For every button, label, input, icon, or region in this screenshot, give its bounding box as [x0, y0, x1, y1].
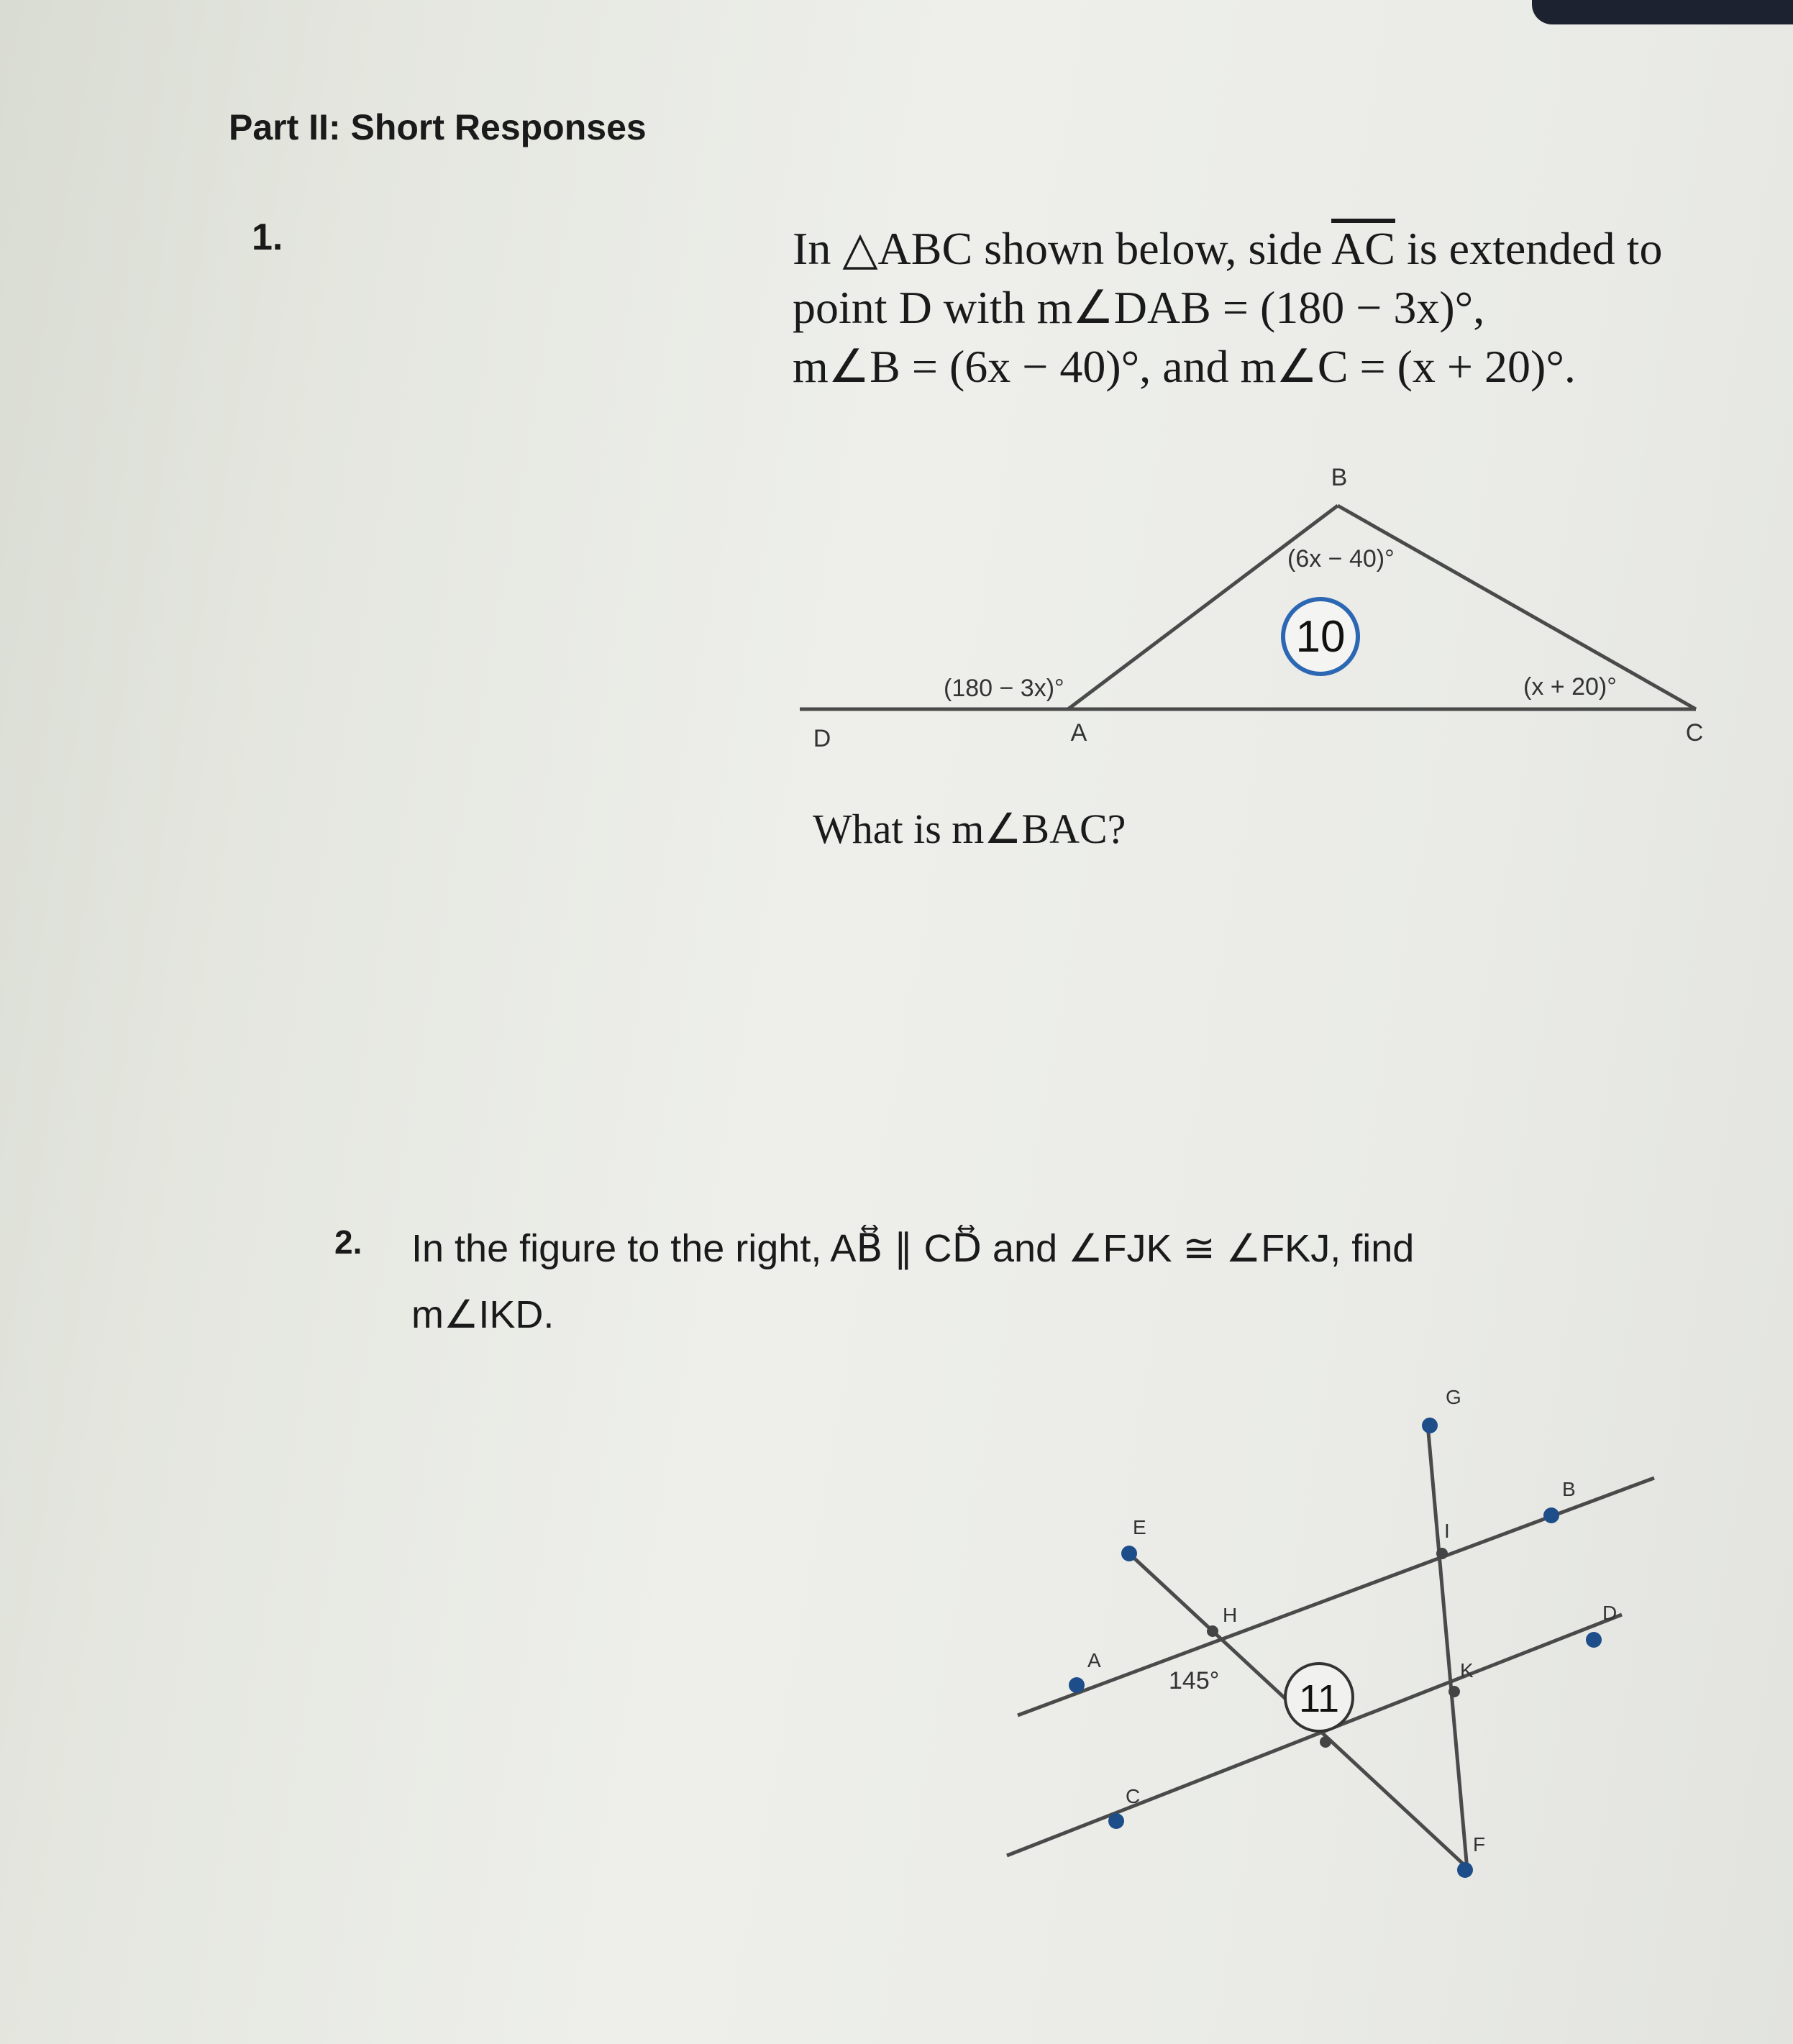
point-i [1436, 1548, 1448, 1559]
question-1-line-3: m∠B = (6x − 40)°, and m∠C = (x + 20)°. [793, 341, 1576, 392]
label-b: B [1562, 1478, 1576, 1500]
score-badge-11-text: 11 [1298, 1677, 1340, 1720]
angle-dab-label: (180 − 3x)° [944, 675, 1064, 702]
question-1-line-1-end: is extended to [1395, 223, 1663, 274]
line-gf [1428, 1424, 1467, 1870]
angle-b-label: (6x − 40)° [1287, 545, 1395, 572]
segment-ac: $\overline{AC}$ [1331, 223, 1395, 274]
label-d: D [1602, 1602, 1618, 1624]
question-2-line-2: m∠IKD. [411, 1293, 555, 1336]
point-g [1422, 1418, 1438, 1433]
vertex-d-label: D [813, 725, 831, 752]
section-title: Part II: Short Responses [229, 107, 647, 147]
label-f: F [1473, 1833, 1486, 1856]
question-1-prompt: What is m∠BAC? [813, 806, 1126, 852]
question-2-number: 2. [334, 1223, 362, 1261]
angle-145-label: 145° [1169, 1667, 1220, 1694]
question-1-line-2: point D with m∠DAB = (180 − 3x)°, [793, 282, 1485, 333]
label-i: I [1444, 1520, 1450, 1542]
vertex-c-label: C [1685, 719, 1704, 747]
question-1-number: 1. [252, 216, 283, 258]
vertex-b-label: B [1331, 464, 1348, 491]
point-b [1543, 1507, 1559, 1523]
label-h: H [1223, 1604, 1238, 1626]
point-e [1121, 1546, 1137, 1561]
question-1-line-1-start: In △ABC shown below, side [793, 223, 1332, 274]
point-c [1108, 1813, 1124, 1829]
score-badge-10-text: 10 [1295, 612, 1346, 662]
label-c: C [1126, 1785, 1141, 1807]
angle-c-label: (x + 20)° [1523, 673, 1617, 701]
label-k: K [1460, 1659, 1474, 1682]
point-a [1069, 1677, 1085, 1693]
point-d [1586, 1632, 1602, 1648]
question-2-line-1: In the figure to the right, AB⃡ ∥ CD⃡ and ∠FJK ≅ ∠FKJ, find [411, 1227, 1415, 1270]
point-j [1320, 1736, 1331, 1748]
point-f [1457, 1862, 1473, 1878]
label-g: G [1446, 1386, 1461, 1408]
vertex-a-label: A [1070, 719, 1087, 747]
point-h [1207, 1625, 1218, 1637]
label-e: E [1133, 1516, 1146, 1538]
point-k [1448, 1686, 1460, 1697]
label-a: A [1087, 1649, 1101, 1671]
